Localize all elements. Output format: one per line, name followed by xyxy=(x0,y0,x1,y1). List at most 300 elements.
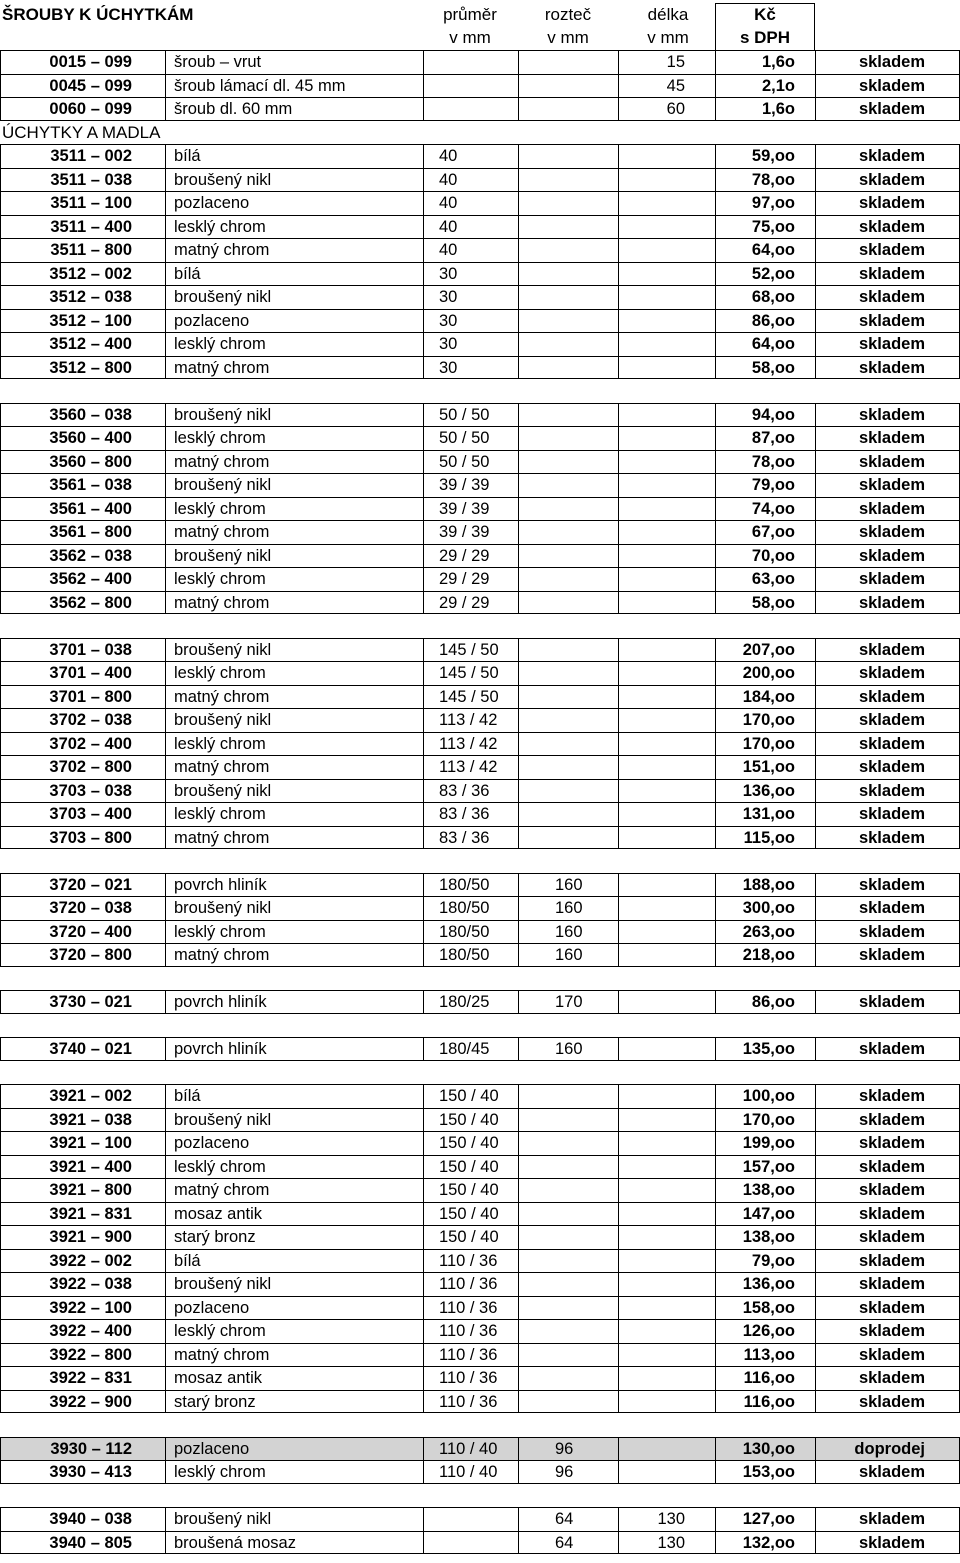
product-stock-status: skladem xyxy=(815,521,960,544)
product-description: povrch hliník xyxy=(165,991,423,1013)
product-description: šroub lámací dl. 45 mm xyxy=(165,75,423,98)
row-left-border xyxy=(0,827,1,849)
table-row xyxy=(0,779,960,803)
product-length xyxy=(618,474,715,497)
product-spacing: 64 xyxy=(518,1508,618,1531)
product-length xyxy=(618,286,715,309)
product-length xyxy=(618,498,715,521)
product-description: bílá xyxy=(165,1085,423,1108)
table-row xyxy=(0,755,960,779)
table-row xyxy=(0,826,960,850)
table-row xyxy=(0,873,960,897)
product-diameter: 110 / 36 xyxy=(423,1367,518,1390)
product-description: broušená mosaz xyxy=(165,1532,423,1554)
product-stock-status: skladem xyxy=(815,145,960,168)
table-row xyxy=(0,473,960,497)
product-spacing xyxy=(518,286,618,309)
product-code: 3701 – 038 xyxy=(49,640,132,659)
product-length xyxy=(618,1132,715,1155)
row-left-border xyxy=(0,1109,1,1132)
product-diameter: 40 xyxy=(423,169,518,192)
table-row xyxy=(0,685,960,709)
product-spacing xyxy=(518,427,618,450)
product-code: 3922 – 100 xyxy=(49,1298,132,1317)
product-description: povrch hliník xyxy=(165,874,423,897)
product-stock-status: skladem xyxy=(815,75,960,98)
product-price: 199,oo xyxy=(715,1132,815,1155)
product-diameter: 180/45 xyxy=(423,1038,518,1060)
product-spacing xyxy=(518,98,618,120)
product-length xyxy=(618,1273,715,1296)
row-left-border xyxy=(0,216,1,239)
product-price: 86,oo xyxy=(715,991,815,1013)
product-stock-status: skladem xyxy=(815,357,960,379)
product-price: 94,oo xyxy=(715,404,815,427)
product-diameter: 113 / 42 xyxy=(423,756,518,779)
product-diameter: 83 / 36 xyxy=(423,803,518,826)
product-stock-status: skladem xyxy=(815,98,960,120)
table-row xyxy=(0,50,960,74)
row-left-border xyxy=(0,1438,1,1461)
product-spacing xyxy=(518,1320,618,1343)
product-price: 116,oo xyxy=(715,1391,815,1413)
row-left-border xyxy=(0,286,1,309)
table-row xyxy=(0,520,960,544)
product-description: broušený nikl xyxy=(165,639,423,662)
product-description: lesklý chrom xyxy=(165,921,423,944)
table-row xyxy=(0,1108,960,1132)
product-spacing: 96 xyxy=(518,1461,618,1483)
product-code: 3511 – 100 xyxy=(50,194,132,212)
product-length xyxy=(618,1226,715,1249)
row-left-border xyxy=(0,1532,1,1554)
product-code: 3921 – 800 xyxy=(49,1181,132,1199)
table-row xyxy=(0,1225,960,1249)
product-diameter: 39 / 39 xyxy=(423,474,518,497)
product-length xyxy=(618,568,715,591)
product-diameter: 180/50 xyxy=(423,944,518,966)
product-description: bílá xyxy=(165,1250,423,1273)
sheet-title: ŠROUBY K ÚCHYTKÁM xyxy=(2,5,194,24)
col-header-diameter-line1: průměr xyxy=(443,5,497,24)
table-row xyxy=(0,144,960,168)
row-left-border xyxy=(0,98,1,120)
product-description: matný chrom xyxy=(165,686,423,709)
product-price: 138,oo xyxy=(715,1226,815,1249)
product-length xyxy=(618,1297,715,1320)
col-header-price-line2: s DPH xyxy=(739,28,791,47)
product-stock-status: skladem xyxy=(815,498,960,521)
row-left-border xyxy=(0,803,1,826)
product-length xyxy=(618,1085,715,1108)
product-spacing xyxy=(518,192,618,215)
product-code: 3703 – 400 xyxy=(49,805,132,823)
product-code: 3701 – 800 xyxy=(49,687,132,706)
product-description: bílá xyxy=(165,263,423,286)
col-header-price-line1: Kč xyxy=(754,5,776,24)
product-length xyxy=(618,310,715,333)
table-row xyxy=(0,1319,960,1343)
product-description: matný chrom xyxy=(165,827,423,849)
product-length: 60 xyxy=(618,98,715,120)
product-price: 158,oo xyxy=(715,1297,815,1320)
product-diameter: 40 xyxy=(423,145,518,168)
product-stock-status: skladem xyxy=(815,1085,960,1108)
product-spacing: 160 xyxy=(518,944,618,966)
product-diameter: 113 / 42 xyxy=(423,733,518,756)
product-code: 3720 – 400 xyxy=(49,922,132,941)
row-left-border xyxy=(0,568,1,591)
row-left-border xyxy=(0,310,1,333)
product-length xyxy=(618,1320,715,1343)
product-spacing xyxy=(518,827,618,849)
product-description: matný chrom xyxy=(165,451,423,474)
product-price: 115,oo xyxy=(715,827,815,849)
product-description: lesklý chrom xyxy=(165,333,423,356)
product-code: 3930 – 413 xyxy=(49,1463,132,1481)
product-diameter: 30 xyxy=(423,263,518,286)
product-description: lesklý chrom xyxy=(165,568,423,591)
product-description: mosaz antik xyxy=(165,1367,423,1390)
product-length xyxy=(618,192,715,215)
product-spacing xyxy=(518,756,618,779)
product-diameter: 180/50 xyxy=(423,874,518,897)
product-diameter: 110 / 36 xyxy=(423,1273,518,1296)
table-row xyxy=(0,450,960,474)
product-description: lesklý chrom xyxy=(165,216,423,239)
product-code: 3921 – 100 xyxy=(49,1134,132,1152)
product-length xyxy=(618,944,715,966)
row-left-border xyxy=(0,75,1,98)
product-price: 130,oo xyxy=(715,1438,815,1461)
product-code: 3702 – 800 xyxy=(49,758,132,776)
table-row xyxy=(0,1343,960,1367)
product-description: lesklý chrom xyxy=(165,1461,423,1483)
row-left-border xyxy=(0,709,1,732)
product-length: 130 xyxy=(618,1532,715,1554)
product-stock-status: skladem xyxy=(815,216,960,239)
product-stock-status: skladem xyxy=(815,568,960,591)
row-left-border xyxy=(0,686,1,709)
product-description: starý bronz xyxy=(165,1391,423,1413)
product-diameter: 145 / 50 xyxy=(423,662,518,685)
product-code: 3720 – 800 xyxy=(49,946,132,964)
row-left-border xyxy=(0,1508,1,1531)
product-description: broušený nikl xyxy=(165,709,423,732)
product-spacing: 160 xyxy=(518,921,618,944)
table-row xyxy=(0,403,960,427)
product-diameter: 110 / 40 xyxy=(423,1438,518,1461)
table-row xyxy=(0,74,960,98)
product-diameter: 50 / 50 xyxy=(423,404,518,427)
table-row xyxy=(0,1202,960,1226)
product-spacing xyxy=(518,357,618,379)
product-price: 113,oo xyxy=(715,1344,815,1367)
product-length xyxy=(618,239,715,262)
product-code: 3560 – 400 xyxy=(49,429,132,447)
product-length xyxy=(618,333,715,356)
product-stock-status: skladem xyxy=(815,1508,960,1531)
table-row xyxy=(0,1155,960,1179)
product-spacing xyxy=(518,1367,618,1390)
product-description: broušený nikl xyxy=(165,545,423,568)
product-code: 3922 – 800 xyxy=(49,1345,132,1364)
col-header-length-line2: v mm xyxy=(647,28,689,47)
product-price: 170,oo xyxy=(715,1109,815,1132)
product-diameter xyxy=(423,1508,518,1531)
product-price: 67,oo xyxy=(715,521,815,544)
table-row xyxy=(0,943,960,967)
row-left-border xyxy=(0,521,1,544)
product-spacing xyxy=(518,310,618,333)
product-spacing: 160 xyxy=(518,874,618,897)
product-spacing xyxy=(518,51,618,74)
product-code: 3562 – 800 xyxy=(49,593,132,612)
product-diameter: 150 / 40 xyxy=(423,1226,518,1249)
table-row xyxy=(0,1249,960,1273)
product-description: lesklý chrom xyxy=(165,1320,423,1343)
product-description: pozlaceno xyxy=(165,1297,423,1320)
product-diameter: 110 / 36 xyxy=(423,1391,518,1413)
table-row xyxy=(0,708,960,732)
table-row xyxy=(0,191,960,215)
product-price: 1,6o xyxy=(715,98,815,120)
product-stock-status: skladem xyxy=(815,921,960,944)
row-left-border xyxy=(0,780,1,803)
product-diameter: 150 / 40 xyxy=(423,1085,518,1108)
product-diameter: 40 xyxy=(423,192,518,215)
product-description: broušený nikl xyxy=(165,286,423,309)
product-length xyxy=(618,991,715,1013)
row-left-border xyxy=(0,1273,1,1296)
row-left-border xyxy=(0,1320,1,1343)
product-stock-status: skladem xyxy=(815,1203,960,1226)
product-price: 87,oo xyxy=(715,427,815,450)
product-price: 153,oo xyxy=(715,1461,815,1483)
product-diameter: 39 / 39 xyxy=(423,498,518,521)
product-stock-status: skladem xyxy=(815,827,960,849)
row-left-border xyxy=(0,921,1,944)
product-diameter: 83 / 36 xyxy=(423,827,518,849)
table-row xyxy=(0,567,960,591)
table-row xyxy=(0,332,960,356)
product-code: 0015 – 099 xyxy=(49,53,132,71)
product-spacing xyxy=(518,1203,618,1226)
product-length xyxy=(618,357,715,379)
col-header-diameter xyxy=(420,3,520,49)
product-stock-status: doprodej xyxy=(815,1438,960,1461)
product-code: 3512 – 400 xyxy=(49,335,132,353)
product-length xyxy=(618,1391,715,1413)
product-code: 3922 – 038 xyxy=(49,1275,132,1293)
product-price: 2,1o xyxy=(715,75,815,98)
row-left-border xyxy=(0,1156,1,1179)
product-description: matný chrom xyxy=(165,1179,423,1202)
product-code: 3921 – 038 xyxy=(49,1110,132,1129)
product-stock-status: skladem xyxy=(815,192,960,215)
row-left-border xyxy=(0,1179,1,1202)
product-price: 64,oo xyxy=(715,333,815,356)
product-stock-status: skladem xyxy=(815,1367,960,1390)
product-spacing xyxy=(518,568,618,591)
product-description: lesklý chrom xyxy=(165,733,423,756)
table-row xyxy=(0,1460,960,1484)
product-diameter: 110 / 40 xyxy=(423,1461,518,1483)
product-price: 100,oo xyxy=(715,1085,815,1108)
product-length xyxy=(618,1367,715,1390)
product-stock-status: skladem xyxy=(815,1109,960,1132)
product-diameter: 145 / 50 xyxy=(423,686,518,709)
product-length xyxy=(618,874,715,897)
row-left-border xyxy=(0,404,1,427)
product-code: 3720 – 021 xyxy=(49,875,132,894)
product-description: broušený nikl xyxy=(165,474,423,497)
product-code: 3921 – 831 xyxy=(49,1204,132,1223)
product-length xyxy=(618,639,715,662)
product-description: broušený nikl xyxy=(165,169,423,192)
product-code: 3922 – 831 xyxy=(49,1369,132,1387)
row-left-border xyxy=(0,1203,1,1226)
product-price: 126,oo xyxy=(715,1320,815,1343)
product-code: 3703 – 800 xyxy=(49,828,132,847)
product-price: 116,oo xyxy=(715,1367,815,1390)
product-stock-status: skladem xyxy=(815,427,960,450)
table-row xyxy=(0,1390,960,1414)
product-spacing xyxy=(518,1156,618,1179)
product-code: 3922 – 900 xyxy=(49,1392,132,1411)
row-left-border xyxy=(0,169,1,192)
product-price: 78,oo xyxy=(715,451,815,474)
table-row xyxy=(0,732,960,756)
product-description: mosaz antik xyxy=(165,1203,423,1226)
product-price: 138,oo xyxy=(715,1179,815,1202)
product-price: 188,oo xyxy=(715,874,815,897)
product-diameter: 40 xyxy=(423,239,518,262)
col-header-price xyxy=(715,3,815,49)
table-row xyxy=(0,661,960,685)
product-stock-status: skladem xyxy=(815,1273,960,1296)
product-stock-status: skladem xyxy=(815,803,960,826)
col-header-spacing-line2: v mm xyxy=(547,28,589,47)
product-description: matný chrom xyxy=(165,521,423,544)
product-spacing: 170 xyxy=(518,991,618,1013)
product-price: 68,oo xyxy=(715,286,815,309)
row-left-border xyxy=(0,1344,1,1367)
product-spacing xyxy=(518,592,618,614)
product-price: 136,oo xyxy=(715,780,815,803)
product-price: 184,oo xyxy=(715,686,815,709)
product-spacing xyxy=(518,451,618,474)
product-length xyxy=(618,733,715,756)
product-spacing: 64 xyxy=(518,1532,618,1554)
product-stock-status: skladem xyxy=(815,897,960,920)
product-length xyxy=(618,897,715,920)
product-description: matný chrom xyxy=(165,239,423,262)
table-row xyxy=(0,1296,960,1320)
product-code: 3561 – 800 xyxy=(49,523,132,541)
product-description: šroub dl. 60 mm xyxy=(165,98,423,120)
product-spacing xyxy=(518,1250,618,1273)
product-price: 78,oo xyxy=(715,169,815,192)
product-spacing xyxy=(518,145,618,168)
row-left-border xyxy=(0,263,1,286)
product-description: povrch hliník xyxy=(165,1038,423,1060)
product-spacing xyxy=(518,1226,618,1249)
row-left-border xyxy=(0,1038,1,1060)
product-stock-status: skladem xyxy=(815,169,960,192)
product-stock-status: skladem xyxy=(815,1250,960,1273)
product-stock-status: skladem xyxy=(815,1532,960,1554)
product-diameter xyxy=(423,98,518,120)
product-code: 3511 – 002 xyxy=(50,147,132,165)
product-price: 52,oo xyxy=(715,263,815,286)
row-left-border xyxy=(0,1132,1,1155)
product-description: broušený nikl xyxy=(165,1273,423,1296)
product-description: broušený nikl xyxy=(165,1109,423,1132)
product-stock-status: skladem xyxy=(815,1461,960,1483)
product-stock-status: skladem xyxy=(815,991,960,1013)
row-left-border xyxy=(0,451,1,474)
product-stock-status: skladem xyxy=(815,639,960,662)
product-length xyxy=(618,803,715,826)
table-row xyxy=(0,638,960,662)
table-row xyxy=(0,262,960,286)
product-length xyxy=(618,709,715,732)
product-code: 3740 – 021 xyxy=(49,1040,132,1058)
product-price: 79,oo xyxy=(715,1250,815,1273)
product-price: 170,oo xyxy=(715,709,815,732)
product-length xyxy=(618,427,715,450)
product-price: 151,oo xyxy=(715,756,815,779)
product-spacing xyxy=(518,709,618,732)
product-length xyxy=(618,545,715,568)
table-row xyxy=(0,1437,960,1461)
product-code: 3512 – 002 xyxy=(49,264,132,283)
product-length xyxy=(618,263,715,286)
table-row xyxy=(0,591,960,615)
product-description: matný chrom xyxy=(165,1344,423,1367)
product-price: 200,oo xyxy=(715,662,815,685)
row-left-border xyxy=(0,897,1,920)
product-length xyxy=(618,404,715,427)
product-code: 3922 – 400 xyxy=(49,1322,132,1340)
product-length xyxy=(618,756,715,779)
product-stock-status: skladem xyxy=(815,1297,960,1320)
product-code: 3730 – 021 xyxy=(49,993,132,1011)
product-stock-status: skladem xyxy=(815,944,960,966)
row-left-border xyxy=(0,51,1,74)
table-row xyxy=(0,1131,960,1155)
product-diameter: 50 / 50 xyxy=(423,427,518,450)
product-code: 3560 – 800 xyxy=(49,452,132,471)
product-length xyxy=(618,1344,715,1367)
row-left-border xyxy=(0,733,1,756)
row-left-border xyxy=(0,756,1,779)
product-code: 3702 – 038 xyxy=(49,711,132,729)
product-price: 74,oo xyxy=(715,498,815,521)
product-code: 3922 – 002 xyxy=(49,1251,132,1270)
table-row xyxy=(0,1272,960,1296)
product-stock-status: skladem xyxy=(815,756,960,779)
product-spacing xyxy=(518,1132,618,1155)
product-price: 79,oo xyxy=(715,474,815,497)
row-left-border xyxy=(0,145,1,168)
product-price: 135,oo xyxy=(715,1038,815,1060)
product-description: matný chrom xyxy=(165,357,423,379)
row-left-border xyxy=(0,991,1,1013)
product-price: 58,oo xyxy=(715,357,815,379)
table-row xyxy=(0,97,960,121)
